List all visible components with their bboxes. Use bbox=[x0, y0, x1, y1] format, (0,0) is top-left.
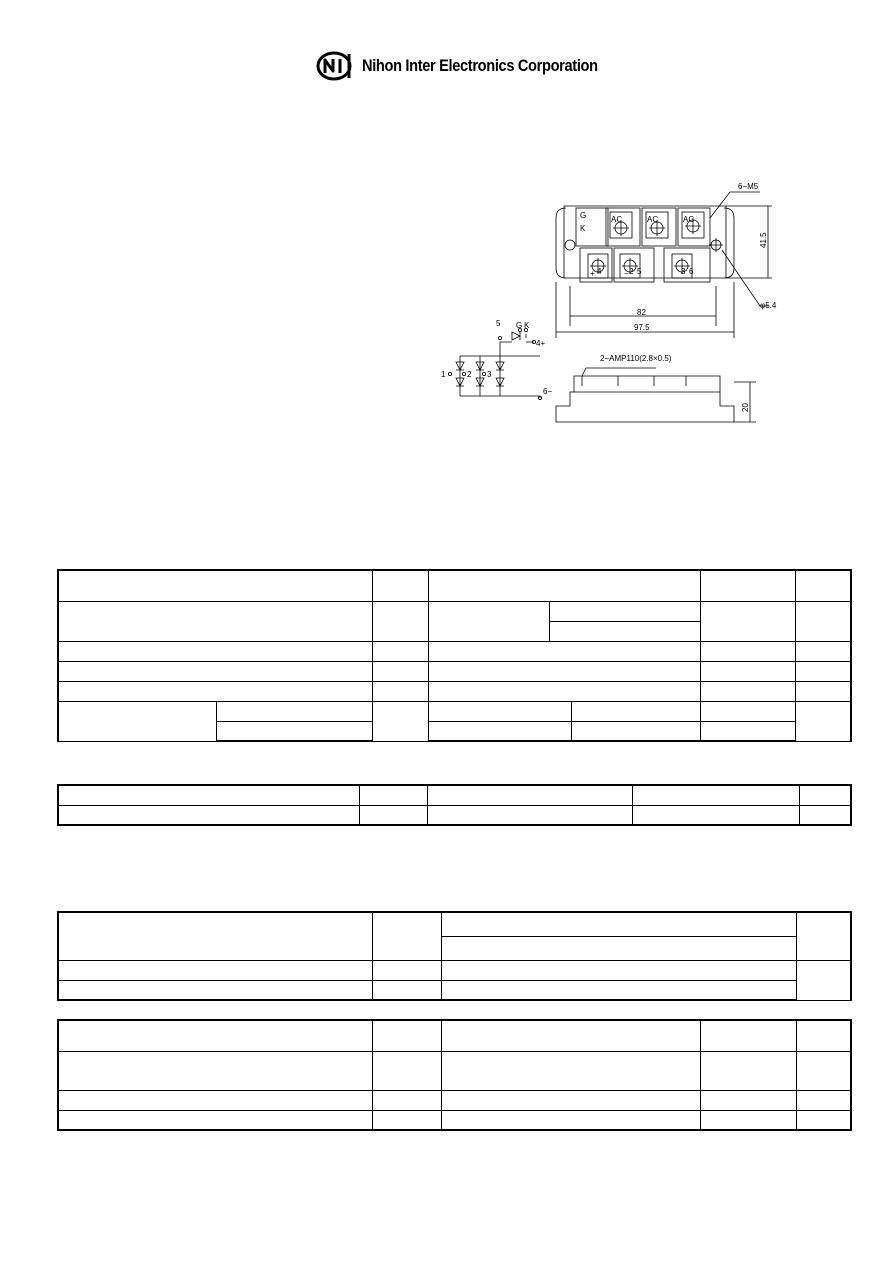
schematic-pin-k: K bbox=[524, 321, 530, 330]
ratings-table bbox=[57, 569, 852, 742]
terminal-plus-label: + bbox=[590, 269, 595, 278]
ratings-cell bbox=[372, 681, 428, 701]
ratings-cell bbox=[372, 601, 428, 641]
table3-cell bbox=[372, 980, 441, 1000]
table2-cell bbox=[799, 805, 851, 825]
tab-note: 2−AMP110(2.8×0.5) bbox=[600, 354, 672, 363]
ratings-cell bbox=[700, 601, 795, 641]
table4-cell bbox=[372, 1051, 441, 1090]
ratings-cell bbox=[428, 641, 700, 661]
ratings-cell bbox=[549, 601, 700, 621]
module-side-outline bbox=[556, 392, 734, 422]
table4-cell bbox=[796, 1051, 851, 1090]
schematic-pin-6minus: 6− bbox=[543, 387, 553, 396]
schematic-wiring bbox=[460, 334, 540, 398]
table4-cell bbox=[372, 1110, 441, 1130]
terminal-ac2-label: AC bbox=[647, 215, 659, 224]
ratings-cell bbox=[795, 681, 851, 701]
table4-cell bbox=[441, 1051, 700, 1090]
side-height-dimension: 20 bbox=[741, 403, 750, 412]
table4-cell bbox=[441, 1090, 700, 1110]
terminal-ac3-label: AC bbox=[683, 215, 695, 224]
table3-cell bbox=[372, 960, 441, 980]
table4-cell bbox=[700, 1020, 796, 1051]
ratings-cell bbox=[428, 721, 571, 741]
pin-5-label: 5 bbox=[637, 267, 642, 276]
table3-cell bbox=[796, 960, 851, 1000]
table2-cell bbox=[799, 785, 851, 805]
ratings-cell bbox=[700, 641, 795, 661]
schematic-pin-4plus: 4+ bbox=[536, 339, 546, 348]
ratings-cell bbox=[372, 661, 428, 681]
table4-cell bbox=[58, 1110, 372, 1130]
ratings-cell bbox=[700, 721, 795, 741]
ratings-header-item bbox=[58, 570, 372, 601]
characteristics-table-3 bbox=[57, 1019, 852, 1131]
ratings-cell bbox=[428, 661, 700, 681]
characteristics-table-1 bbox=[57, 784, 852, 826]
table4-cell bbox=[58, 1051, 372, 1090]
table2-cell bbox=[427, 805, 632, 825]
ratings-cell bbox=[428, 701, 571, 721]
ratings-cell bbox=[58, 701, 216, 741]
table4-cell bbox=[58, 1090, 372, 1110]
mounting-hole-left bbox=[565, 240, 575, 250]
table3-cell bbox=[58, 960, 372, 980]
hole-note: φ5.4 bbox=[760, 301, 777, 310]
ratings-cell bbox=[58, 661, 372, 681]
table2-cell bbox=[58, 805, 359, 825]
table2-cell bbox=[359, 785, 427, 805]
schematic-pin-g: G bbox=[516, 321, 523, 330]
ratings-cell bbox=[795, 601, 851, 641]
ratings-cell bbox=[216, 701, 372, 721]
company-logo bbox=[316, 50, 616, 84]
table4-cell bbox=[796, 1020, 851, 1051]
terminal-ac1-label: AC bbox=[611, 215, 623, 224]
company-name: Nihon Inter Electronics Corporation bbox=[362, 56, 598, 75]
table2-cell bbox=[632, 785, 799, 805]
characteristics-table-2 bbox=[57, 911, 852, 1001]
ratings-cell bbox=[372, 701, 428, 741]
ratings-cell bbox=[428, 601, 549, 641]
ratings-cell bbox=[795, 661, 851, 681]
schematic-pin-3: 3 bbox=[487, 370, 492, 379]
ratings-header-symbol bbox=[372, 570, 428, 601]
table4-cell bbox=[372, 1090, 441, 1110]
table4-cell bbox=[700, 1051, 796, 1090]
pin-4-label: 4 bbox=[597, 267, 602, 276]
ratings-cell bbox=[58, 681, 372, 701]
height-dimension: 41.5 bbox=[759, 232, 768, 248]
terminal-g-label: G bbox=[580, 211, 587, 220]
screw-note: 6−M5 bbox=[738, 182, 759, 191]
table3-cell bbox=[58, 912, 372, 960]
ratings-cell bbox=[58, 601, 372, 641]
ratings-header-condition bbox=[428, 570, 700, 601]
terminal-ac2-suffix: 2 bbox=[629, 267, 634, 276]
ratings-cell bbox=[700, 701, 795, 721]
ratings-cell bbox=[549, 621, 700, 641]
width-82-dimension: 82 bbox=[637, 308, 646, 317]
table3-cell bbox=[58, 980, 372, 1000]
table3-cell bbox=[441, 980, 796, 1000]
table3-cell bbox=[796, 912, 851, 960]
terminal-ac3-suffix: 3 bbox=[681, 267, 686, 276]
ratings-header-unit bbox=[795, 570, 851, 601]
table2-cell bbox=[359, 805, 427, 825]
ratings-header-value bbox=[700, 570, 795, 601]
ratings-cell bbox=[216, 721, 372, 741]
schematic-pin-5: 5 bbox=[496, 319, 501, 328]
schematic-pin-2: 2 bbox=[467, 370, 472, 379]
terminal-minus-label: − bbox=[624, 269, 629, 278]
table4-cell bbox=[441, 1020, 700, 1051]
table4-cell bbox=[441, 1110, 700, 1130]
ratings-cell bbox=[58, 641, 372, 661]
ratings-cell bbox=[795, 641, 851, 661]
ratings-cell bbox=[571, 701, 700, 721]
pin-6-label: 6 bbox=[689, 267, 694, 276]
table4-cell bbox=[700, 1090, 796, 1110]
ratings-cell bbox=[795, 701, 851, 741]
table4-cell bbox=[796, 1090, 851, 1110]
table4-cell bbox=[700, 1110, 796, 1130]
ratings-cell bbox=[372, 641, 428, 661]
table2-cell bbox=[632, 805, 799, 825]
schematic-pin-1: 1 bbox=[441, 370, 446, 379]
table3-cell bbox=[441, 912, 796, 936]
ni-logo-icon bbox=[316, 50, 356, 82]
ratings-cell bbox=[700, 661, 795, 681]
ratings-cell bbox=[571, 721, 700, 741]
table3-cell bbox=[372, 912, 441, 960]
ratings-cell bbox=[428, 681, 700, 701]
table4-cell bbox=[372, 1020, 441, 1051]
width-97-5-dimension: 97.5 bbox=[634, 323, 650, 332]
ratings-cell bbox=[700, 681, 795, 701]
table4-cell bbox=[58, 1020, 372, 1051]
table2-cell bbox=[58, 785, 359, 805]
table2-cell bbox=[427, 785, 632, 805]
table4-cell bbox=[796, 1110, 851, 1130]
table3-cell bbox=[441, 936, 796, 960]
terminal-k-label: K bbox=[580, 224, 586, 233]
table3-cell bbox=[441, 960, 796, 980]
outline-drawing bbox=[430, 178, 790, 428]
